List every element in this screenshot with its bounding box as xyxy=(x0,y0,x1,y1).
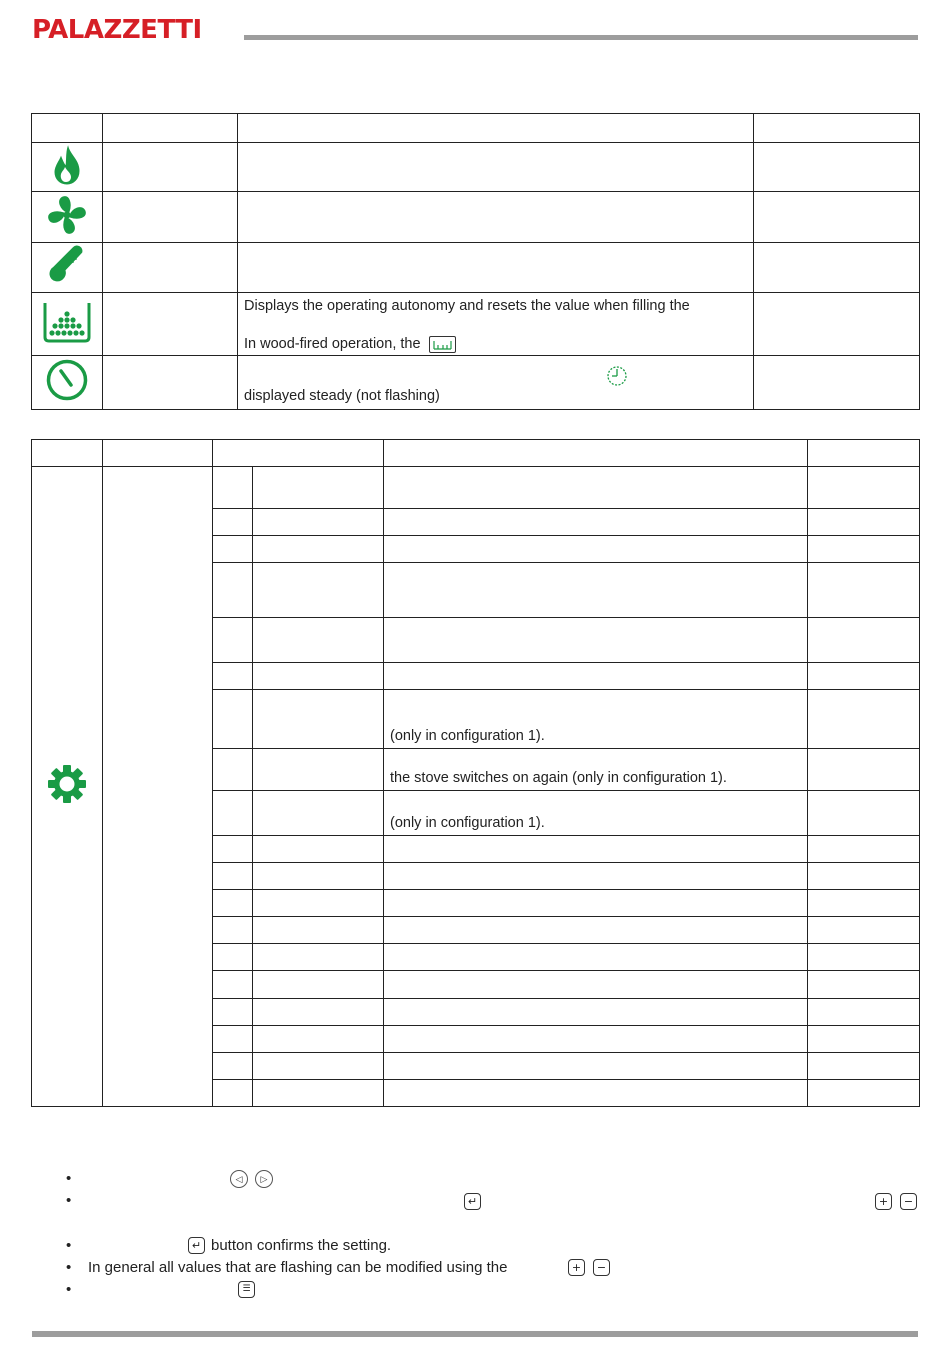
enter-button[interactable]: ↵ xyxy=(464,1193,481,1210)
brand-logo: PALAZZETTI xyxy=(32,15,202,45)
table-header-row xyxy=(32,114,920,143)
thermometer-icon xyxy=(46,244,88,286)
timer-icon xyxy=(606,365,628,387)
enter-button[interactable]: ↵ xyxy=(188,1237,205,1254)
table-header-row xyxy=(32,440,920,467)
pellet-tank-icon xyxy=(42,301,92,343)
menu-button[interactable]: ☰ xyxy=(238,1281,255,1298)
table-row xyxy=(32,243,920,293)
plus-button[interactable]: + xyxy=(568,1259,585,1276)
footer-rule xyxy=(32,1331,918,1337)
minus-button[interactable]: − xyxy=(593,1259,610,1276)
clock-text: displayed steady (not flashing) xyxy=(244,388,440,404)
table-row xyxy=(32,192,920,243)
fan-icon xyxy=(47,195,87,235)
header-rule xyxy=(244,35,918,40)
config-note-1: (only in configuration 1). xyxy=(390,728,545,744)
display-icons-table xyxy=(31,113,920,410)
table-row xyxy=(32,293,920,356)
gear-icon xyxy=(47,764,87,804)
table-row xyxy=(32,143,920,192)
left-arrow-button[interactable]: ◁ xyxy=(230,1170,248,1188)
list-item: • ☰ xyxy=(66,1279,926,1301)
bar-gauge-icon xyxy=(429,336,456,353)
right-arrow-button[interactable]: ▷ xyxy=(255,1170,273,1188)
autonomy-text-line-2: In wood-fired operation, the xyxy=(244,336,421,352)
autonomy-text-line-1: Displays the operating autonomy and resets the value when filling the xyxy=(244,298,690,314)
config-note-2: the stove switches on again (only in configuration 1). xyxy=(390,770,727,786)
flashing-values-text: In general all values that are flashing can be modified using the xyxy=(88,1259,508,1276)
table-row xyxy=(32,467,920,509)
clock-icon xyxy=(45,358,89,402)
flame-icon xyxy=(52,145,82,185)
confirm-text: button confirms the setting. xyxy=(211,1237,392,1254)
config-note-3: (only in configuration 1). xyxy=(390,815,545,831)
list-item: • ↵ button confirms the setting. xyxy=(66,1235,926,1257)
list-item: • ↵ + − xyxy=(66,1190,926,1212)
table-row xyxy=(32,356,920,410)
list-item: • ◁ ▷ xyxy=(66,1168,926,1190)
minus-button[interactable]: − xyxy=(900,1193,917,1210)
plus-button[interactable]: + xyxy=(875,1193,892,1210)
list-item: • In general all values that are flashing can be modified using the + − xyxy=(66,1257,926,1279)
settings-table xyxy=(31,439,920,1107)
